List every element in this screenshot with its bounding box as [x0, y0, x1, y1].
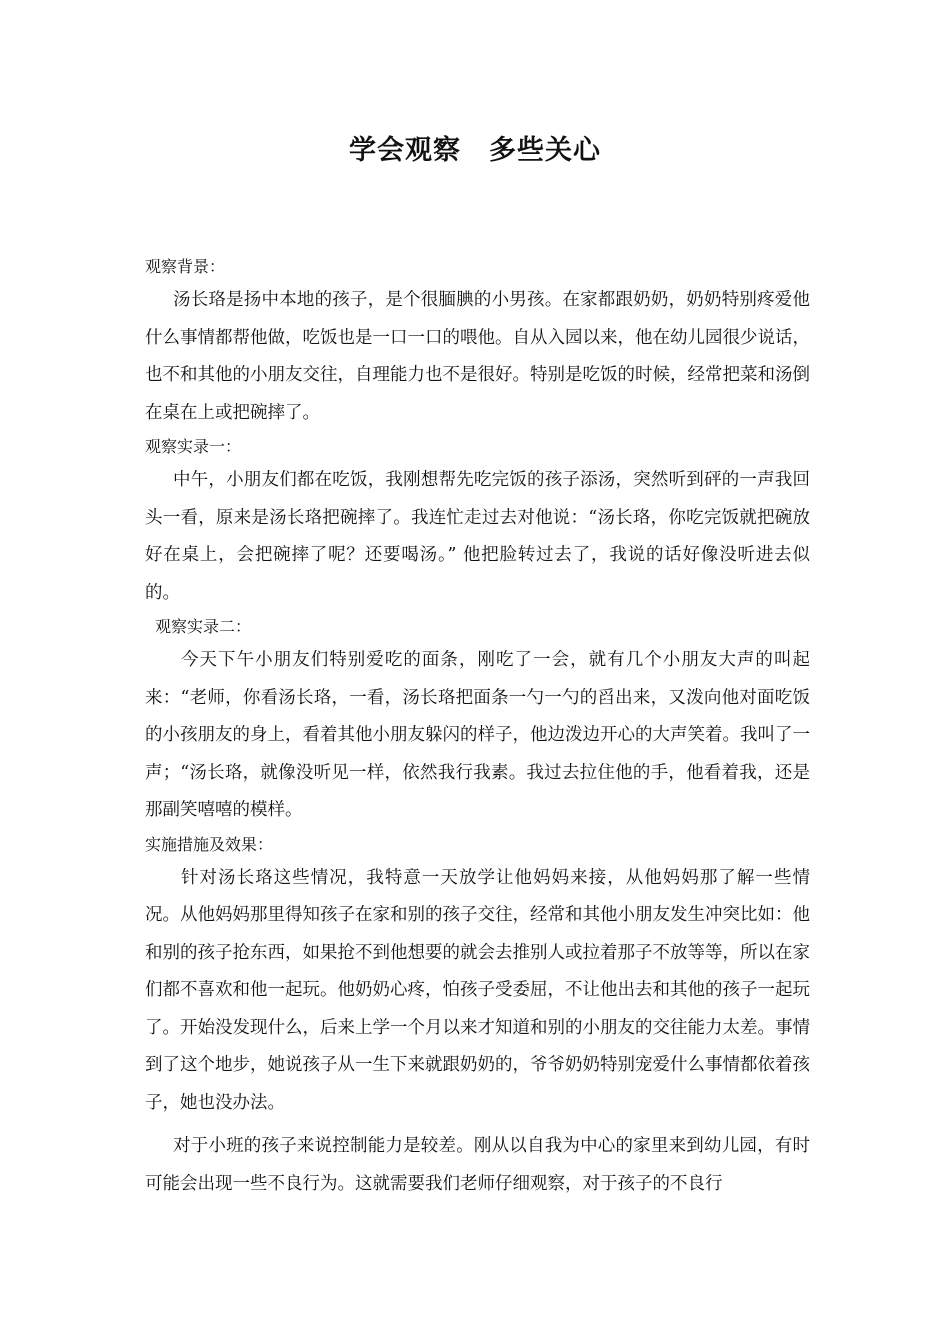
section-heading-background: 观察背景：	[145, 257, 226, 276]
paragraph-analysis: 对于小班的孩子来说控制能力是较差。刚从以自我为中心的家里来到幼儿园，有时可能会出现一些不良行为。这就需要我们老师仔细观察，对于孩子的不良行	[145, 1136, 810, 1194]
section-heading-record-two: 观察实录二：	[155, 617, 252, 636]
paragraph-record-two: 今天下午小朋友们特别爱吃的面条，刚吃了一会，就有几个小朋友大声的叫起来：“老师，你看汤长珞，一看，汤长珞把面条一勺一勺的舀出来，又泼向他对面吃饭的小孩朋友的身上，看着其他小朋友躲闪的样子，他边泼边开心的大声笑着。我叫了一声；“汤长珞，就像没听见一样，依然我行我素。我过去拉住他的手，他看着我，还是那副笑嘻嘻的模样。	[145, 650, 810, 820]
section-heading-measures: 实施措施及效果：	[145, 834, 274, 854]
paragraph-measures: 针对汤长珞这些情况，我特意一天放学让他妈妈来接，从他妈妈那了解一些情况。从他妈妈那里得知孩子在家和别的孩子交往，经常和其他小朋友发生冲突比如：他和别的孩子抢东西，如果抢不到他想要的就会去推别人或拉着那子不放等等，所以在家们都不喜欢和他一起玩。他奶奶心疼，怕孩子受委屈，不让他出去和其他的孩子一起玩了。开始没发现什么，后来上学一个月以来才知道和别的小朋友的交往能力太差。事情到了这个地步，她说孩子从一生下来就跟奶奶的，爷爷奶奶特别宠爱什么事情都依着孩子，她也没办法。	[145, 867, 810, 1113]
document-body	[145, 252, 810, 1203]
paragraph-background: 汤长珞是扬中本地的孩子，是个很腼腆的小男孩。在家都跟奶奶，奶奶特别疼爱他什么事情都帮他做，吃饭也是一口一口的喂他。自从入园以来，他在幼儿园很少说话，也不和其他的小朋友交往，自理能力也不是很好。特别是吃饭的时候，经常把菜和汤倒在桌在上或把碗摔了。	[145, 290, 810, 423]
paragraph-record-one: 中午，小朋友们都在吃饭，我刚想帮先吃完饭的孩子添汤，突然听到砰的一声我回头一看，原来是汤长珞把碗摔了。我连忙走过去对他说：“汤长珞，你吃完饭就把碗放好在桌上，会把碗摔了呢？还要喝汤。” 他把脸转过去了，我说的话好像没听进去似的。	[145, 470, 810, 603]
document-title: 学会观察 多些关心	[349, 135, 601, 166]
section-heading-record-one: 观察实录一：	[145, 437, 242, 456]
